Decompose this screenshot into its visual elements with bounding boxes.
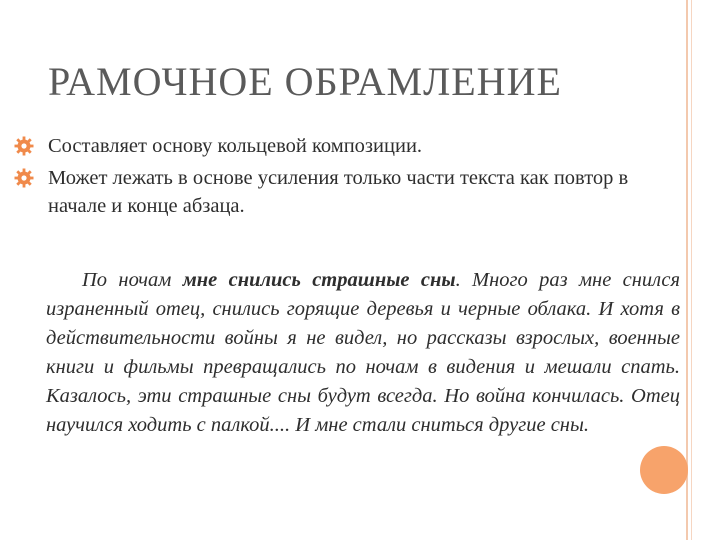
decorative-orange-circle bbox=[640, 446, 688, 494]
bullet-text: Составляет основу кольцевой композиции. bbox=[48, 135, 423, 157]
bullet-item bbox=[14, 164, 684, 220]
bullet-item bbox=[14, 132, 684, 160]
gear-bullet-icon bbox=[14, 136, 34, 156]
quote-emphasis: мне снились страшные сны bbox=[182, 269, 456, 291]
quote-lead: По ночам bbox=[82, 269, 183, 291]
decorative-vertical-line-thin bbox=[691, 0, 692, 540]
bullet-text: Может лежать в основе усиления только части текста как повтор в начале и конце абзаца. bbox=[48, 167, 629, 217]
quote-paragraph bbox=[46, 266, 680, 440]
quote-rest: . Много раз мне снился израненный отец, снились горящие деревья и черные облака. И хотя в действительности войны я не видел, но рассказы взрослых, военные книги и фильмы превращались по ночам в видения и мешали спать. Казалось, эти страшные сны будут всегда. Но война кончилась. Отец научился ходить с палкой.... И мне стали сниться другие сны. bbox=[46, 269, 680, 436]
gear-bullet-icon bbox=[14, 168, 34, 188]
slide-title: РАМОЧНОЕ ОБРАМЛЕНИЕ bbox=[48, 59, 562, 104]
bullet-list bbox=[14, 132, 684, 224]
decorative-vertical-line bbox=[686, 0, 688, 540]
